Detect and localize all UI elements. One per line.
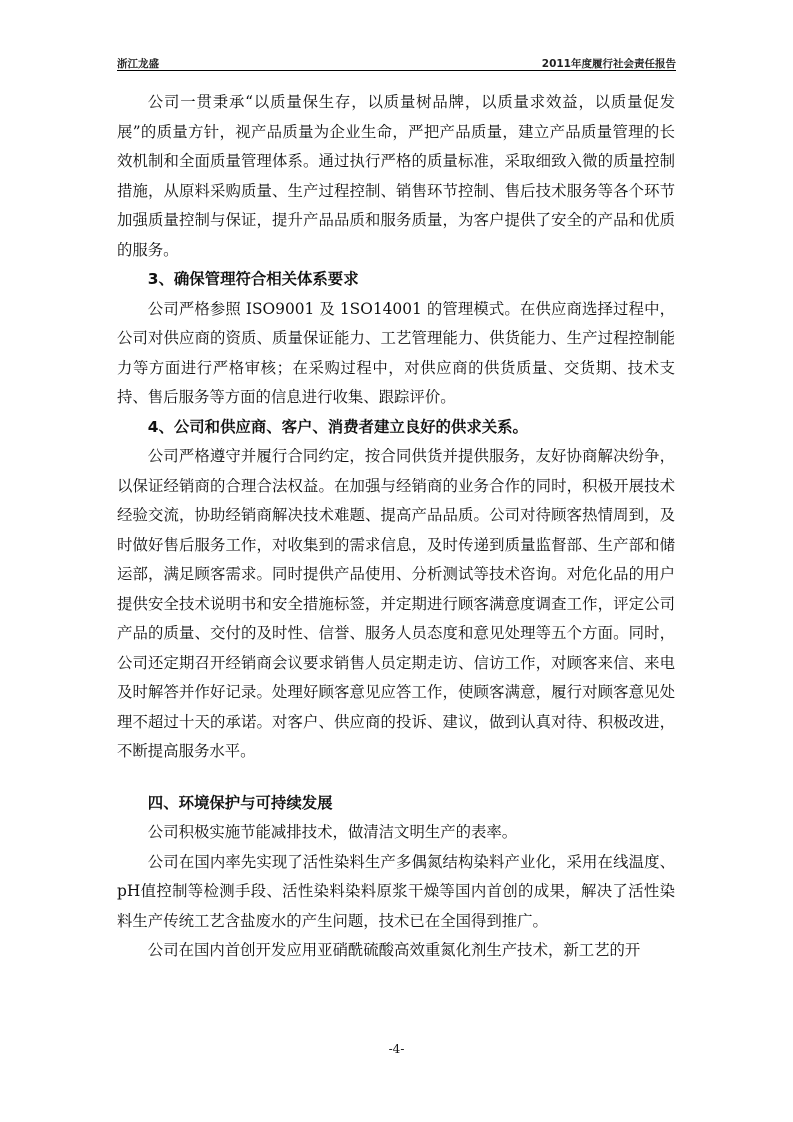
heading-supply-relations: 4、公司和供应商、客户、消费者建立良好的供求关系。	[147, 417, 528, 436]
paragraph-customer-service: 公司严格遵守并履行合同约定，按合同供货并提供服务，友好协商解决纷争，以保证经销商的合理合法权益。在加强与经销商的业务合作的同时，积极开展技术经验交流，协助经销商解决技术难题、提高产品品质。公司对待顾客热情周到，及时做好售后服务工作，对收集到的需求信息，及时传递到质量监督部、生产部和储运部，满足顾客需求。同时提供产品使用、分析测试等技术咨询。对危化品的用户提供安全技术说明书和安全措施标签，并定期进行顾客满意度调查工作，评定公司产品的质量、交付的及时性、信誉、服务人员态度和意见处理等五个方面。同时，公司还定期召开经销商会议要求销售人员定期走访、信访工作，对顾客来信、来电及时解答并作好记录。处理好顾客意见应答工作，使顾客满意，履行对顾客意见处理不超过十天的承诺。对客户、供应商的投诉、建议，做到认真对待、积极改进，不断提高服务水平。	[117, 447, 675, 760]
heading-management-system: 3、确保管理符合相关体系要求	[147, 270, 359, 288]
paragraph-quality-policy: 公司一贯秉承“以质量保生存，以质量树品牌，以质量求效益，以质量促发展”的质量方针，视产品质量为企业生命，严把产品质量，建立产品质量管理的长效机制和全面质量管理体系。通过执行严格的质量标准，采取细致入微的质量控制措施，从原料采购质量、生产过程控制、销售环节控制、售后技术服务等各个环节加强质量控制与保证，提升产品品质和服务质量，为客户提供了安全的产品和优质的服务。	[117, 93, 675, 259]
document-body	[117, 88, 675, 966]
section-heading-environment: 四、环境保护与可持续发展	[147, 793, 333, 812]
page-number: -4-	[388, 1042, 405, 1056]
paragraph-diazotization: 公司在国内首创开发应用亚硝酰硫酸高效重氮化剂生产技术，新工艺的开	[147, 941, 641, 959]
paragraph-reactive-dyes: 公司在国内率先实现了活性染料生产多偶氮结构染料产业化，采用在线温度、pH值控制等检测手段、活性染料染料原浆干燥等国内首创的成果，解决了活性染料生产传统工艺含盐废水的产生问题，技术已在全国得到推广。	[117, 852, 675, 930]
page-header	[117, 50, 676, 71]
paragraph-iso: 公司严格参照 ISO9001 及 1SO14001 的管理模式。在供应商选择过程中，公司对供应商的资质、质量保证能力、工艺管理能力、供货能力、生产过程控制能力等方面进行严格审核；在采购过程中，对供应商的供货质量、交货期、技术支持、售后服务等方面的信息进行收集、跟踪评价。	[117, 299, 675, 406]
header-report-title: 2011年度履行社会责任报告	[541, 58, 676, 70]
paragraph-energy-saving: 公司积极实施节能减排技术，做清洁文明生产的表率。	[147, 823, 518, 841]
header-company: 浙江龙盛	[117, 58, 159, 70]
